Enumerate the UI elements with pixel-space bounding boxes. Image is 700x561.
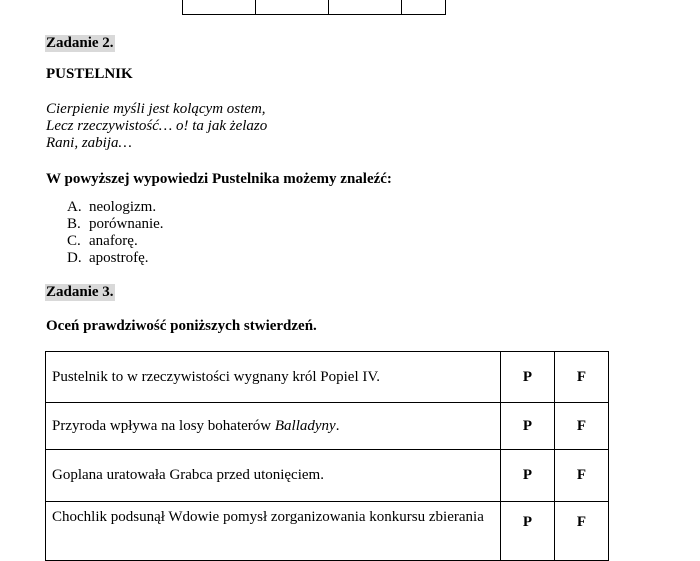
poem-line: Lecz rzeczywistość… o! ta jak żelazo	[46, 118, 268, 134]
true-option[interactable]: P	[501, 352, 555, 403]
false-option[interactable]: F	[555, 352, 609, 403]
table-cell	[329, 0, 402, 15]
true-option[interactable]: P	[501, 502, 555, 561]
table-cell	[402, 0, 446, 15]
false-option[interactable]: F	[555, 450, 609, 502]
answer-letter: B.	[67, 216, 81, 232]
statement-text-end: .	[335, 417, 340, 434]
statement-cell	[46, 502, 501, 561]
table-row	[46, 403, 609, 450]
answer-text: porównanie.	[89, 216, 164, 232]
statement-cell	[46, 403, 501, 450]
answer-text: anaforę.	[89, 233, 138, 249]
answer-option-b[interactable]	[67, 216, 164, 233]
table-row	[46, 450, 609, 502]
poem-title: PUSTELNIK	[46, 66, 133, 82]
task-3-instruction: Oceń prawdziwość poniższych stwierdzeń.	[46, 318, 317, 334]
task-2-question: W powyższej wypowiedzi Pustelnika możemy znaleźć:	[46, 171, 392, 187]
statement-text: Pustelnik to w rzeczywistości wygnany król Popiel IV.	[52, 368, 381, 385]
poem-quote	[46, 101, 267, 152]
table-cell	[183, 0, 256, 15]
false-option[interactable]: F	[555, 403, 609, 450]
statement-cell	[46, 450, 501, 502]
answer-letter: C.	[67, 233, 81, 249]
answer-option-d[interactable]	[67, 250, 164, 267]
answer-list	[67, 199, 164, 267]
previous-task-table	[182, 0, 446, 15]
true-option[interactable]: P	[501, 450, 555, 502]
true-false-table	[45, 351, 609, 561]
poem-line: Cierpienie myśli jest kolącym ostem,	[46, 101, 266, 117]
statement-text: Przyroda wpływa na losy bohaterów	[52, 417, 275, 434]
poem-line: Rani, zabija…	[46, 135, 132, 151]
statement-cell	[46, 352, 501, 403]
statement-text: Goplana uratowała Grabca przed utonięciem.	[52, 467, 324, 483]
cell-letter	[418, 0, 428, 1]
answer-text: neologizm.	[89, 199, 157, 215]
true-option[interactable]: P	[501, 403, 555, 450]
false-option[interactable]: F	[555, 502, 609, 561]
answer-letter: D.	[67, 250, 82, 266]
task-2-heading: Zadanie 2.	[46, 35, 114, 51]
task-3-heading: Zadanie 3.	[46, 284, 114, 300]
statement-text: Chochlik podsunął Wdowie pomysł zorganizowania konkursu zbierania	[52, 509, 484, 525]
answer-text: apostrofę.	[89, 250, 149, 266]
statement-italic: Balladyny	[274, 417, 336, 434]
answer-option-c[interactable]	[67, 233, 164, 250]
answer-letter: A.	[67, 199, 82, 215]
answer-option-a[interactable]	[67, 199, 164, 216]
table-row	[46, 502, 609, 561]
table-row	[46, 352, 609, 403]
table-cell	[256, 0, 329, 15]
